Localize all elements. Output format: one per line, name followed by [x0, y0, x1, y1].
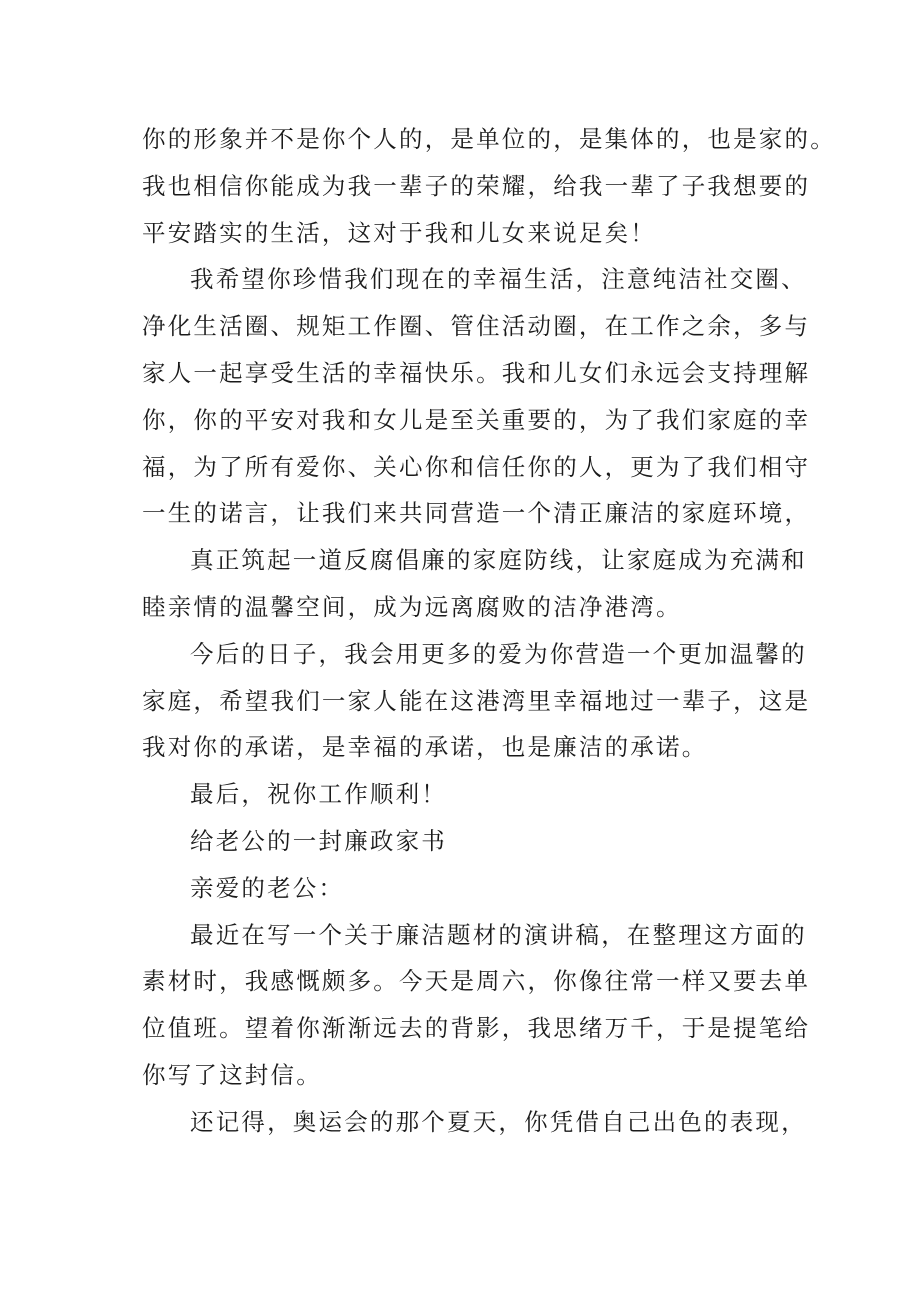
- text-line: 睦亲情的温馨空间，成为远离腐败的洁净港湾。: [142, 592, 682, 621]
- text-line: 一生的诺言，让我们来共同营造一个清正廉洁的家庭环境，: [142, 499, 811, 528]
- text-line: 你写了这封信。: [142, 1060, 322, 1089]
- text-line: 家人一起享受生活的幸福快乐。我和儿女们永远会支持理解: [142, 358, 811, 387]
- letter-body: [142, 116, 836, 1146]
- text-line: 最近在写一个关于廉洁题材的演讲稿，在整理这方面的: [190, 920, 807, 949]
- salutation: 亲爱的老公：: [190, 873, 345, 902]
- text-line: 我也相信你能成为我一辈子的荣耀，给我一辈了子我想要的: [142, 171, 811, 200]
- text-line: 我对你的承诺，是幸福的承诺，也是廉洁的承诺。: [142, 733, 708, 762]
- text-line: 福，为了所有爱你、关心你和信任你的人，更为了我们相守: [142, 452, 811, 481]
- closing-wish: 最后，祝你工作顺利！: [190, 780, 447, 809]
- text-line: 净化生活圈、规矩工作圈、管住活动圈，在工作之余，多与: [142, 312, 811, 341]
- text-line: 真正筑起一道反腐倡廉的家庭防线，让家庭成为充满和: [190, 546, 807, 575]
- text-line: 你，你的平安对我和女儿是至关重要的，为了我们家庭的幸: [142, 405, 811, 434]
- text-line: 今后的日子，我会用更多的爱为你营造一个更加温馨的: [190, 639, 807, 668]
- text-line: 我希望你珍惜我们现在的幸福生活，注意纯洁社交圈、: [190, 265, 807, 294]
- text-line: 平安踏实的生活，这对于我和儿女来说足矣！: [142, 218, 656, 247]
- text-line: 家庭，希望我们一家人能在这港湾里幸福地过一辈子，这是: [142, 686, 811, 715]
- text-line: 还记得，奥运会的那个夏天，你凭借自己出色的表现，: [190, 1107, 807, 1136]
- text-line: 素材时，我感慨颇多。今天是周六，你像往常一样又要去单: [142, 967, 811, 996]
- text-line: 位值班。望着你渐渐远去的背影，我思绪万千，于是提笔给: [142, 1014, 811, 1043]
- text-line: 你的形象并不是你个人的，是单位的，是集体的，也是家的。: [142, 125, 836, 153]
- letter-title: 给老公的一封廉政家书: [190, 826, 447, 855]
